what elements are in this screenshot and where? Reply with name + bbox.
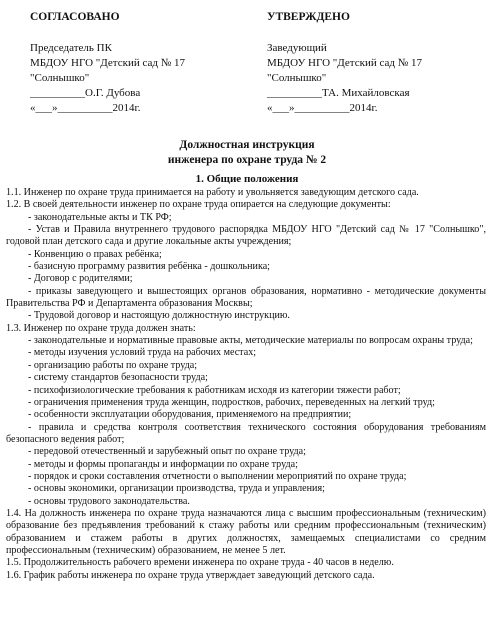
list-item: - Трудовой договор и настоящую должностную инструкцию. <box>28 310 290 322</box>
list-item: - порядок и сроки составления отчетности о выполнении мероприятий по охране труда; <box>28 470 407 482</box>
list-item: - особенности эксплуатации оборудования, применяемого на предприятии; <box>28 409 352 421</box>
list-item: - базисную программу развития ребёнка - дошкольника; <box>28 261 270 273</box>
approved-signature: __________О.Г. Дубова <box>30 87 141 99</box>
approved-line: "Солнышко" <box>30 72 90 84</box>
paragraph: 1.6. График работы инженера по охране труда утверждает заведующий детского сада. <box>6 569 375 581</box>
list-item: - методы и формы пропаганды и информации по охране труда; <box>28 458 298 470</box>
list-item: - систему стандартов безопасности труда; <box>28 372 208 384</box>
approved-block <box>30 10 245 116</box>
confirmed-title: УТВЕРЖДЕНО <box>267 11 350 23</box>
document-body <box>6 187 486 582</box>
list-item: - основы экономики, организации производства, труда и управления; <box>28 483 325 495</box>
approved-line: Председатель ПК <box>30 42 112 54</box>
paragraph: 1.3. Инженер по охране труда должен знать: <box>6 322 196 334</box>
approved-line: МБДОУ НГО "Детский сад № 17 <box>30 57 185 69</box>
paragraph: 1.1. Инженер по охране труда принимается на работу и увольняется заведующим детского сада. <box>6 187 419 198</box>
list-item: - законодательные акты и ТК РФ; <box>28 211 172 223</box>
section-title: 1. Общие положения <box>195 173 299 185</box>
list-item: - Конвенцию о правах ребёнка; <box>28 248 162 260</box>
list-item: - методы изучения условий труда на рабочих местах; <box>28 347 257 359</box>
confirmed-line: "Солнышко" <box>267 72 327 84</box>
list-item: - организацию работы по охране труда; <box>28 359 198 371</box>
confirmed-line: Заведующий <box>267 42 327 54</box>
list-item: - Договор с родителями; <box>28 273 133 285</box>
paragraph: 1.2. В своей деятельности инженер по охране труда опирается на следующие документы: <box>6 199 391 211</box>
list-item: - ограничения применения труда женщин, подростков, рабочих, переведенных на легкий труд; <box>28 396 435 408</box>
confirmed-block <box>267 10 477 116</box>
document-subtitle-line: инженера по охране труда № 2 <box>167 154 327 166</box>
confirmed-signature: __________ТА. Михайловская <box>267 87 410 99</box>
list-item: - передовой отечественный и зарубежный опыт по охране труда; <box>28 446 306 458</box>
paragraph: 1.4. На должность инженера по охране труда назначаются лица с высшим профессиональным (техническим) образование без предъявления требований к стажу работы или средним профессиональным (техническим) образованием и стажем работы в других должностях, замещаемых специалистами со средним профессиональным (техническим) образованием, не менее 5 лет. <box>6 507 486 556</box>
list-item: - Устав и Правила внутреннего трудового распорядка МБДОУ НГО "Детский сад № 17 "Солнышко", годовой план детского сада и другие локальные акты учреждения; <box>6 224 486 248</box>
document-title <box>0 138 494 168</box>
confirmed-line: МБДОУ НГО "Детский сад № 17 <box>267 57 422 69</box>
confirmed-date: «___»__________2014г. <box>267 102 378 114</box>
approved-title: СОГЛАСОВАНО <box>30 11 120 23</box>
list-item: - правила и средства контроля соответствия технического состояния оборудования требованиям безопасного ведения работ; <box>6 421 486 445</box>
list-item: - основы трудового законодательства. <box>28 495 190 507</box>
document-title-line: Должностная инструкция <box>179 139 315 151</box>
list-item: - приказы заведующего и вышестоящих органов образования, нормативно - методические документы Правительства РФ и Департамента образования Москвы; <box>6 285 486 310</box>
approved-date: «___»__________2014г. <box>30 102 141 114</box>
list-item: - психофизиологические требования к работникам исходя из категории тяжести работ; <box>28 384 401 396</box>
paragraph: 1.5. Продолжительность рабочего времени инженера по охране труда - 40 часов в неделю. <box>6 557 394 569</box>
list-item: - законодательные и нормативные правовые акты, методические материалы по вопросам охраны труда; <box>28 335 473 347</box>
